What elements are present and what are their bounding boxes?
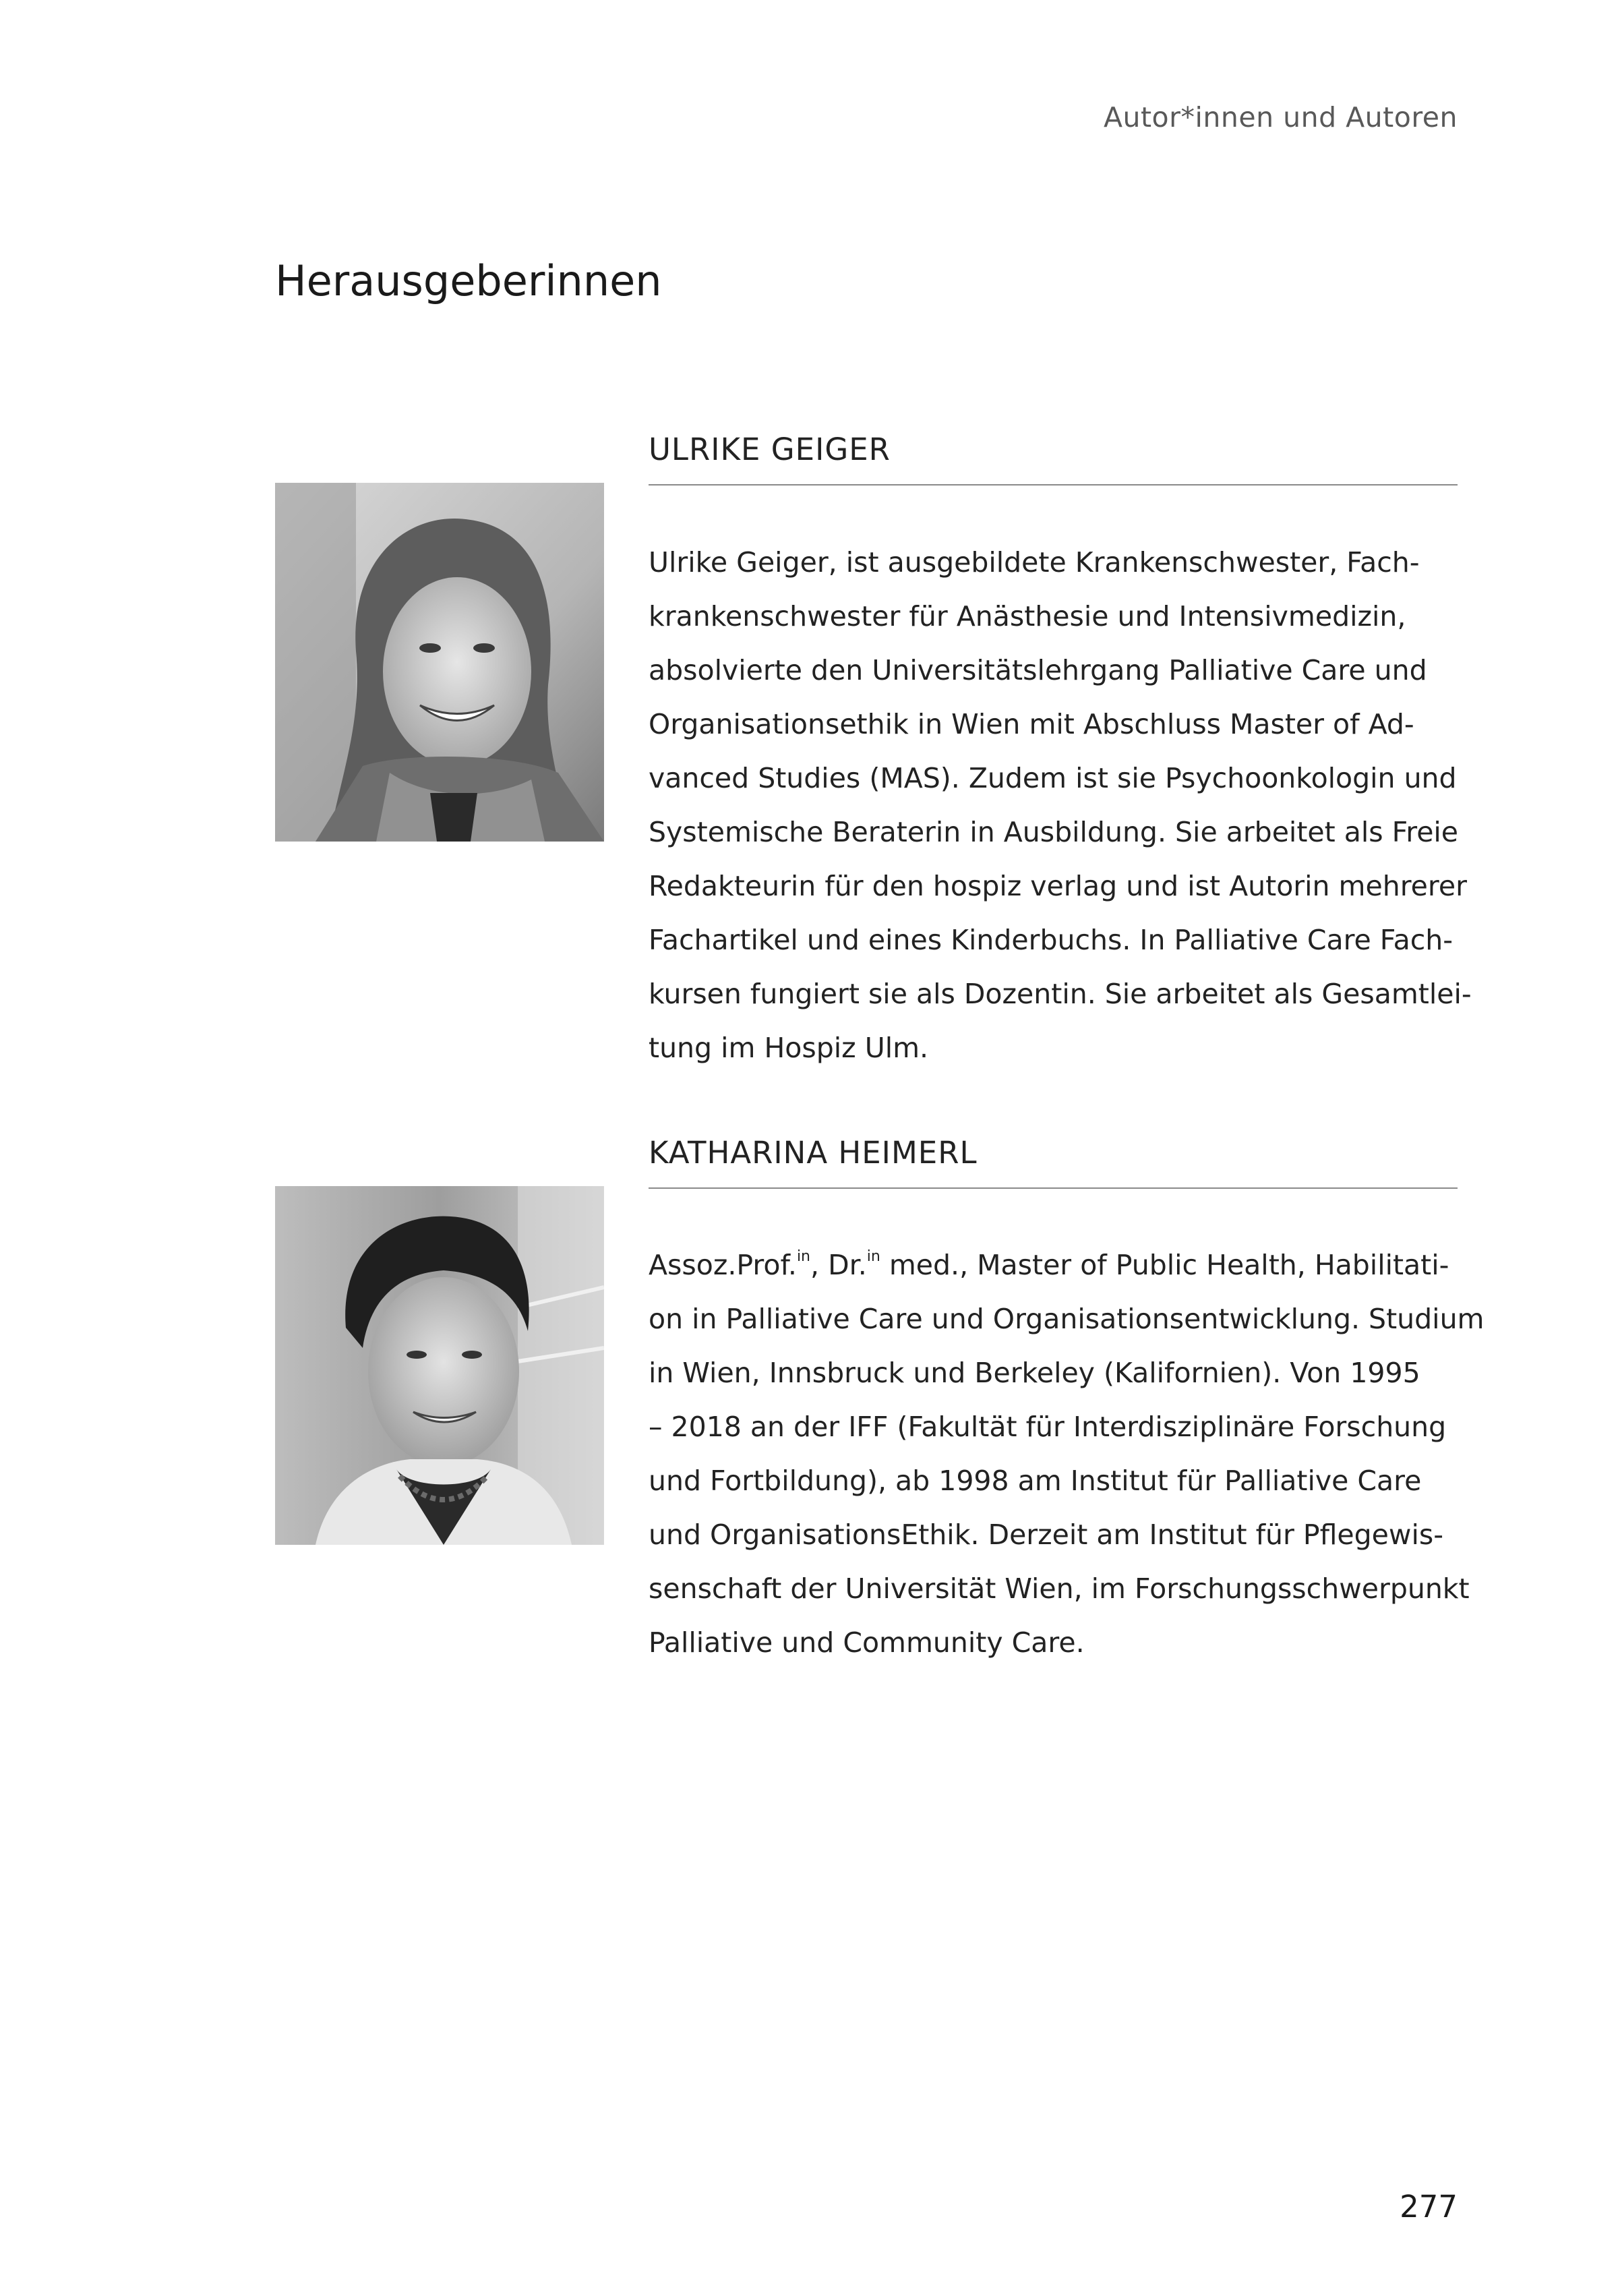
superscript: in — [796, 1248, 810, 1265]
bio-katharina-heimerl — [649, 1238, 1485, 1670]
bio-line: Palliative und Community Care. — [649, 1626, 1085, 1659]
bio-line: Systemische Beraterin in Ausbildung. Sie arbeitet als Freie — [649, 816, 1459, 848]
running-head: Autor*innen und Autoren — [1103, 101, 1458, 134]
bio-line: Redakteurin für den hospiz verlag und ist Autorin mehrerer — [649, 870, 1467, 902]
bio-ulrike-geiger — [649, 535, 1472, 1075]
bio-line: krankenschwester für Anästhesie und Intensivmedizin, — [649, 600, 1406, 632]
bio-line: in Wien, Innsbruck und Berkeley (Kalifornien). Von 1995 — [649, 1357, 1420, 1389]
portrait-photo-katharina-heimerl — [275, 1186, 604, 1545]
bio-line: absolvierte den Universitätslehrgang Palliative Care und — [649, 654, 1427, 686]
portrait-photo-ulrike-geiger — [275, 483, 604, 842]
bio-line: – 2018 an der IFF (Fakultät für Interdisziplinäre Forschung — [649, 1411, 1447, 1443]
name-divider — [649, 1187, 1458, 1189]
bio-line: senschaft der Universität Wien, im Forschungsschwerpunkt — [649, 1572, 1470, 1605]
superscript: in — [866, 1248, 880, 1265]
bio-line: kursen fungiert sie als Dozentin. Sie arbeitet als Gesamtlei- — [649, 978, 1472, 1010]
bio-line: tung im Hospiz Ulm. — [649, 1032, 929, 1064]
person-name-katharina-heimerl: KATHARINA HEIMERL — [649, 1135, 978, 1171]
bio-line: Fachartikel und eines Kinderbuchs. In Palliative Care Fach- — [649, 924, 1454, 956]
page-number: 277 — [1400, 2189, 1458, 2225]
bio-text: Assoz.Prof. — [649, 1249, 797, 1281]
bio-text: med., Master of Public Health, Habilitati- — [880, 1249, 1449, 1281]
bio-line — [649, 1238, 1464, 1292]
bio-line: Organisationsethik in Wien mit Abschluss Master of Ad- — [649, 708, 1414, 740]
bio-text: , Dr. — [810, 1249, 867, 1281]
bio-line: und Fortbildung), ab 1998 am Institut für Palliative Care — [649, 1465, 1422, 1497]
bio-line: on in Palliative Care und Organisationsentwicklung. Studium — [649, 1303, 1485, 1335]
bio-line: vanced Studies (MAS). Zudem ist sie Psychoonkologin und — [649, 762, 1457, 794]
section-title: Herausgeberinnen — [275, 256, 662, 305]
bio-line: und OrganisationsEthik. Derzeit am Institut für Pflegewis- — [649, 1519, 1443, 1551]
name-divider — [649, 484, 1458, 485]
bio-line: Ulrike Geiger, ist ausgebildete Krankenschwester, Fach- — [649, 546, 1420, 579]
person-name-ulrike-geiger: ULRIKE GEIGER — [649, 432, 891, 467]
